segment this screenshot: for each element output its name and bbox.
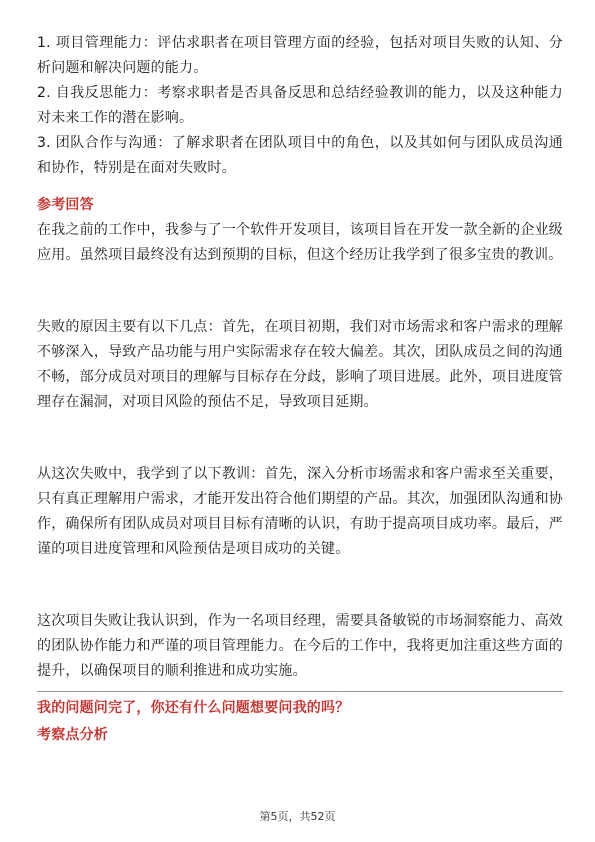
answer-body <box>37 218 563 684</box>
criteria-item-3: 3. 团队合作与沟通：了解求职者在团队项目中的角色，以及其如何与团队成员沟通和协作，特别是在面对失败时。 <box>37 135 563 176</box>
answer-paragraph-3: 从这次失败中，我学到了以下教训：首先，深入分析市场需求和客户需求至关重要，只有真正理解用户需求，才能开发出符合他们期望的产品。其次，加强团队沟通和协作，确保所有团队成员对项目目标有清晰的认识，有助于提高项目成功率。最后，严谨的项目进度管理和风险预估是项目成功的关键。 <box>37 466 563 557</box>
criteria-item-2: 2. 自我反思能力：考察求职者是否具备反思和总结经验教训的能力，以及这种能力对未来工作的潜在影响。 <box>37 85 563 126</box>
criteria-list <box>37 31 563 181</box>
criteria-item-1: 1. 项目管理能力：评估求职者在项目管理方面的经验，包括对项目失败的认知、分析问题和解决问题的能力。 <box>37 35 563 76</box>
next-question-heading: 我的问题问完了，你还有什么问题想要问我的吗？ <box>37 700 350 716</box>
page-content <box>37 0 563 748</box>
answer-paragraph-2: 失败的原因主要有以下几点：首先，在项目初期，我们对市场需求和客户需求的理解不够深入，导致产品功能与用户实际需求存在较大偏差。其次，团队成员之间的沟通不畅，部分成员对项目的理解与目标存在分歧，影响了项目进展。此外，项目进度管理存在漏洞，对项目风险的预估不足，导致项目延期。 <box>37 319 563 410</box>
answer-paragraph-1: 在我之前的工作中，我参与了一个软件开发项目，该项目旨在开发一款全新的企业级应用。虽然项目最终没有达到预期的目标，但这个经历让我学到了很多宝贵的教训。 <box>37 222 563 263</box>
section-divider <box>37 691 563 692</box>
analysis-heading: 考察点分析 <box>37 727 108 743</box>
page-footer: 第5页，共52页 <box>259 810 336 823</box>
answer-paragraph-4: 这次项目失败让我认识到，作为一名项目经理，需要具备敏锐的市场洞察能力、高效的团队协作能力和严谨的项目管理能力。在今后的工作中，我将更加注重这些方面的提升，以确保项目的顺利推进和成功实施。 <box>37 613 563 679</box>
reference-answer-heading: 参考回答 <box>37 197 94 213</box>
